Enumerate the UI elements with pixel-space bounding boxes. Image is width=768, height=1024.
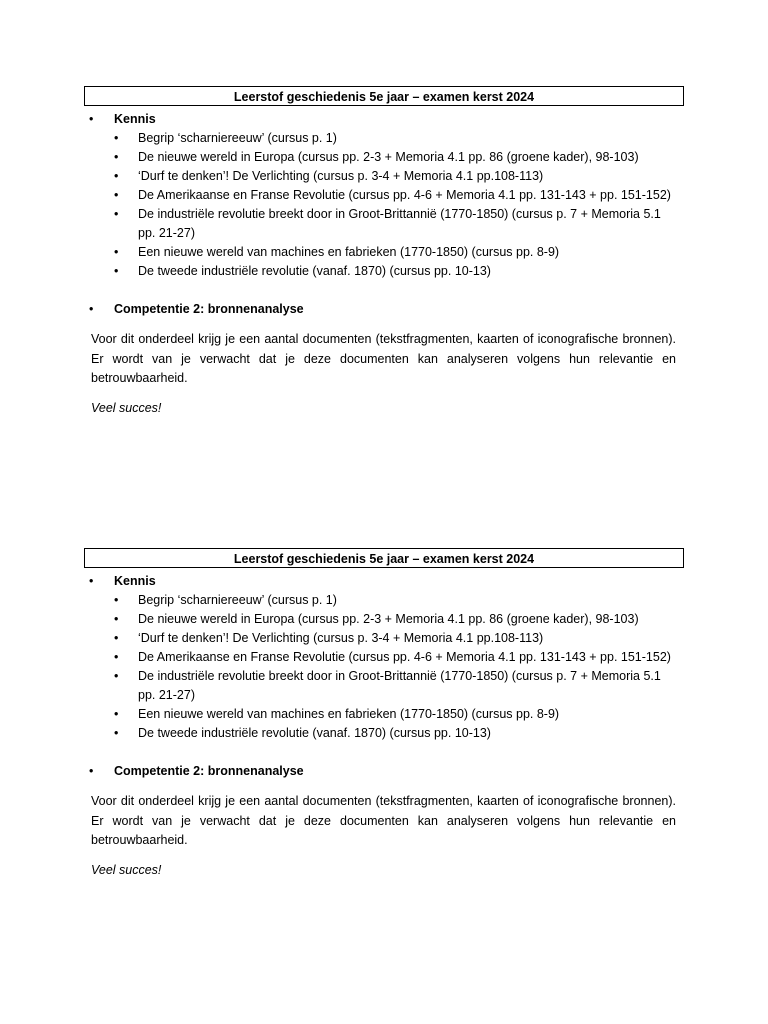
topic-text: ‘Durf te denken’! De Verlichting (cursus p. 3-4 + Memoria 4.1 pp.108-113)	[138, 631, 544, 645]
list-item	[84, 667, 680, 705]
bullet-icon: •	[89, 302, 94, 316]
closing-text: Veel succes!	[91, 862, 162, 877]
list-item	[84, 129, 680, 148]
competentie-heading: Competentie 2: bronnenanalyse	[114, 302, 304, 316]
topic-text: De industriële revolutie breekt door in Groot-Brittannië (1770-1850) (cursus p. 7 + Memoria 5.1 pp. 21-27)	[138, 669, 661, 702]
list-item	[84, 629, 680, 648]
kennis-section	[84, 572, 684, 591]
topic-text: ‘Durf te denken’! De Verlichting (cursus p. 3-4 + Memoria 4.1 pp.108-113)	[138, 169, 544, 183]
bullet-icon: •	[114, 669, 119, 683]
topic-text: Een nieuwe wereld van machines en fabrieken (1770-1850) (cursus pp. 8-9)	[138, 707, 560, 721]
list-item	[84, 591, 680, 610]
description-paragraph: Voor dit onderdeel krijg je een aantal documenten (tekstfragmenten, kaarten of iconografische bronnen). Er wordt van je verwacht dat je deze documenten kan analyseren volgens hun relevantie en betrouwbaarheid.	[91, 332, 676, 385]
list-item	[84, 262, 680, 281]
topic-text: Begrip ‘scharniereeuw’ (cursus p. 1)	[138, 593, 337, 607]
kennis-heading: Kennis	[114, 112, 156, 126]
closing-text: Veel succes!	[91, 400, 162, 415]
bullet-icon: •	[114, 169, 119, 183]
topic-text: De nieuwe wereld in Europa (cursus pp. 2-3 + Memoria 4.1 pp. 86 (groene kader), 98-103)	[138, 150, 639, 164]
topic-text: De Amerikaanse en Franse Revolutie (cursus pp. 4-6 + Memoria 4.1 pp. 131-143 + pp. 151-152)	[138, 188, 671, 202]
topic-text: De tweede industriële revolutie (vanaf. 1870) (cursus pp. 10-13)	[138, 726, 491, 740]
list-item	[84, 243, 680, 262]
kennis-heading: Kennis	[114, 574, 156, 588]
list-item	[84, 148, 680, 167]
document-block-1	[84, 86, 684, 418]
bullet-icon: •	[114, 707, 119, 721]
competentie-heading: Competentie 2: bronnenanalyse	[114, 764, 304, 778]
topic-text: De tweede industriële revolutie (vanaf. 1870) (cursus pp. 10-13)	[138, 264, 491, 278]
bullet-icon: •	[114, 188, 119, 202]
list-item	[84, 205, 680, 243]
bullet-icon: •	[114, 207, 119, 221]
competentie-section	[84, 762, 684, 781]
topic-text: Een nieuwe wereld van machines en fabrieken (1770-1850) (cursus pp. 8-9)	[138, 245, 560, 259]
bullet-icon: •	[114, 264, 119, 278]
competentie-section	[84, 300, 684, 319]
list-item	[84, 648, 680, 667]
topic-text: De Amerikaanse en Franse Revolutie (cursus pp. 4-6 + Memoria 4.1 pp. 131-143 + pp. 151-152)	[138, 650, 671, 664]
bullet-icon: •	[114, 650, 119, 664]
bullet-icon: •	[89, 574, 94, 588]
list-item	[84, 186, 680, 205]
topic-text: Begrip ‘scharniereeuw’ (cursus p. 1)	[138, 131, 337, 145]
topic-list	[84, 591, 684, 743]
bullet-icon: •	[114, 245, 119, 259]
topic-list	[84, 129, 684, 281]
document-block-2	[84, 548, 684, 880]
list-item	[84, 724, 680, 743]
topic-text: De nieuwe wereld in Europa (cursus pp. 2-3 + Memoria 4.1 pp. 86 (groene kader), 98-103)	[138, 612, 639, 626]
list-item	[84, 167, 680, 186]
topic-text: De industriële revolutie breekt door in Groot-Brittannië (1770-1850) (cursus p. 7 + Memoria 5.1 pp. 21-27)	[138, 207, 661, 240]
description-paragraph: Voor dit onderdeel krijg je een aantal documenten (tekstfragmenten, kaarten of iconografische bronnen). Er wordt van je verwacht dat je deze documenten kan analyseren volgens hun relevantie en betrouwbaarheid.	[91, 794, 676, 847]
bullet-icon: •	[114, 612, 119, 626]
bullet-icon: •	[114, 726, 119, 740]
kennis-section	[84, 110, 684, 129]
bullet-icon: •	[114, 593, 119, 607]
bullet-icon: •	[114, 631, 119, 645]
document-title: Leerstof geschiedenis 5e jaar – examen kerst 2024	[84, 86, 684, 106]
document-title: Leerstof geschiedenis 5e jaar – examen kerst 2024	[84, 548, 684, 568]
bullet-icon: •	[114, 131, 119, 145]
bullet-icon: •	[89, 764, 94, 778]
bullet-icon: •	[114, 150, 119, 164]
list-item	[84, 610, 680, 629]
list-item	[84, 705, 680, 724]
bullet-icon: •	[89, 112, 94, 126]
